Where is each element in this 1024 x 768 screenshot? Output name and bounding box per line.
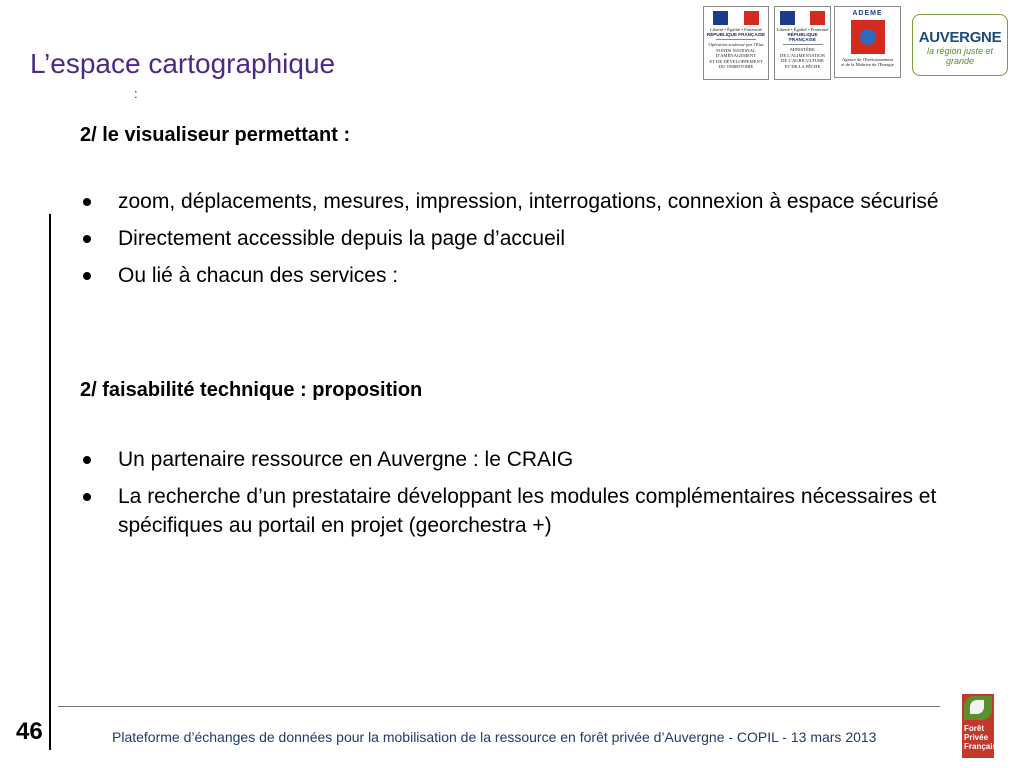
logo-motto: Liberté • Égalité • Fraternité xyxy=(776,27,829,32)
auvergne-name: AUVERGNE xyxy=(918,29,1002,46)
page-number: 46 xyxy=(16,718,43,745)
logo-line: DE L'ALIMENTATION xyxy=(780,52,825,58)
logo-ademe xyxy=(834,6,901,78)
list-item xyxy=(80,224,960,253)
section-heading-faisabilite: 2/ faisabilité technique : proposition xyxy=(80,379,423,401)
logo-separator xyxy=(716,39,756,40)
list-item-text: zoom, déplacements, mesures, impression, interrogations, connexion à espace sécurisé xyxy=(118,190,939,213)
bullet-list-faisabilite xyxy=(80,445,960,548)
list-item xyxy=(80,187,960,216)
bullet-icon xyxy=(83,456,91,464)
list-item-text: Ou lié à chacun des services : xyxy=(118,264,399,287)
auvergne-tagline: la région juste et grande xyxy=(926,46,994,66)
logo-line: D'AMÉNAGEMENT xyxy=(715,53,757,59)
logo-line: DE L'AGRICULTURE xyxy=(781,58,824,64)
list-item-text: Directement accessible depuis la page d’accueil xyxy=(118,227,566,250)
logo-foret-privee-francaise xyxy=(962,694,1002,758)
ffp-line: Forêt xyxy=(964,724,984,733)
logo-republic: RÉPUBLIQUE FRANÇAISE xyxy=(787,32,818,43)
bullet-list-visualiseur xyxy=(80,187,960,298)
list-item xyxy=(80,445,960,474)
logo-separator xyxy=(783,44,823,45)
ademe-globe-icon xyxy=(851,20,885,54)
logo-line: DU TERRITOIRE xyxy=(718,64,754,70)
ademe-name: ADEME xyxy=(852,10,883,17)
logo-ministere-agriculture xyxy=(774,6,831,80)
list-item-text: La recherche d’un prestataire développant les modules complémentaires nécessaires et spécifiques au portail en projet (georchestra +) xyxy=(118,485,937,537)
logo-republic: RÉPUBLIQUE FRANÇAISE xyxy=(706,32,766,38)
logo-fnadt xyxy=(703,6,769,80)
section-heading-visualiseur: 2/ le visualiseur permettant : xyxy=(80,124,351,146)
ffp-line: Privée xyxy=(964,733,989,742)
list-item xyxy=(80,482,960,540)
vertical-divider xyxy=(49,214,51,750)
logo-line: Agence de l'Environnement xyxy=(841,57,894,62)
bullet-icon xyxy=(83,198,91,206)
list-item xyxy=(80,261,960,290)
logo-line: MINISTÈRE xyxy=(790,47,815,53)
logo-line: ET DE LA PÊCHE xyxy=(784,63,821,69)
ffp-line: Française xyxy=(964,742,1002,751)
stray-colon: : xyxy=(134,86,138,101)
logo-line: ET DE DÉVELOPPEMENT xyxy=(709,58,763,64)
footer-divider xyxy=(58,706,940,707)
logo-line: FONDS NATIONAL xyxy=(716,47,756,53)
bullet-icon xyxy=(83,235,91,243)
bullet-icon xyxy=(83,493,91,501)
ffp-text xyxy=(964,724,1001,751)
logo-line: et de la Maîtrise de l'Energie xyxy=(841,62,894,68)
logo-operation: Opération soutenue par l'État xyxy=(708,42,764,48)
logo-auvergne xyxy=(912,14,1008,76)
french-flag-icon xyxy=(713,11,759,25)
footer-text: Plateforme d’échanges de données pour la mobilisation de la ressource en forêt privée d’Auvergne - COPIL - 13 mars 2013 xyxy=(112,729,877,745)
leaf-highlight-icon xyxy=(970,700,984,714)
logo-motto: Liberté • Égalité • Fraternité xyxy=(710,27,762,32)
bullet-icon xyxy=(83,272,91,280)
slide-title: L’espace cartographique xyxy=(30,48,336,79)
french-flag-icon xyxy=(780,11,826,25)
list-item-text: Un partenaire ressource en Auvergne : le CRAIG xyxy=(118,448,574,471)
